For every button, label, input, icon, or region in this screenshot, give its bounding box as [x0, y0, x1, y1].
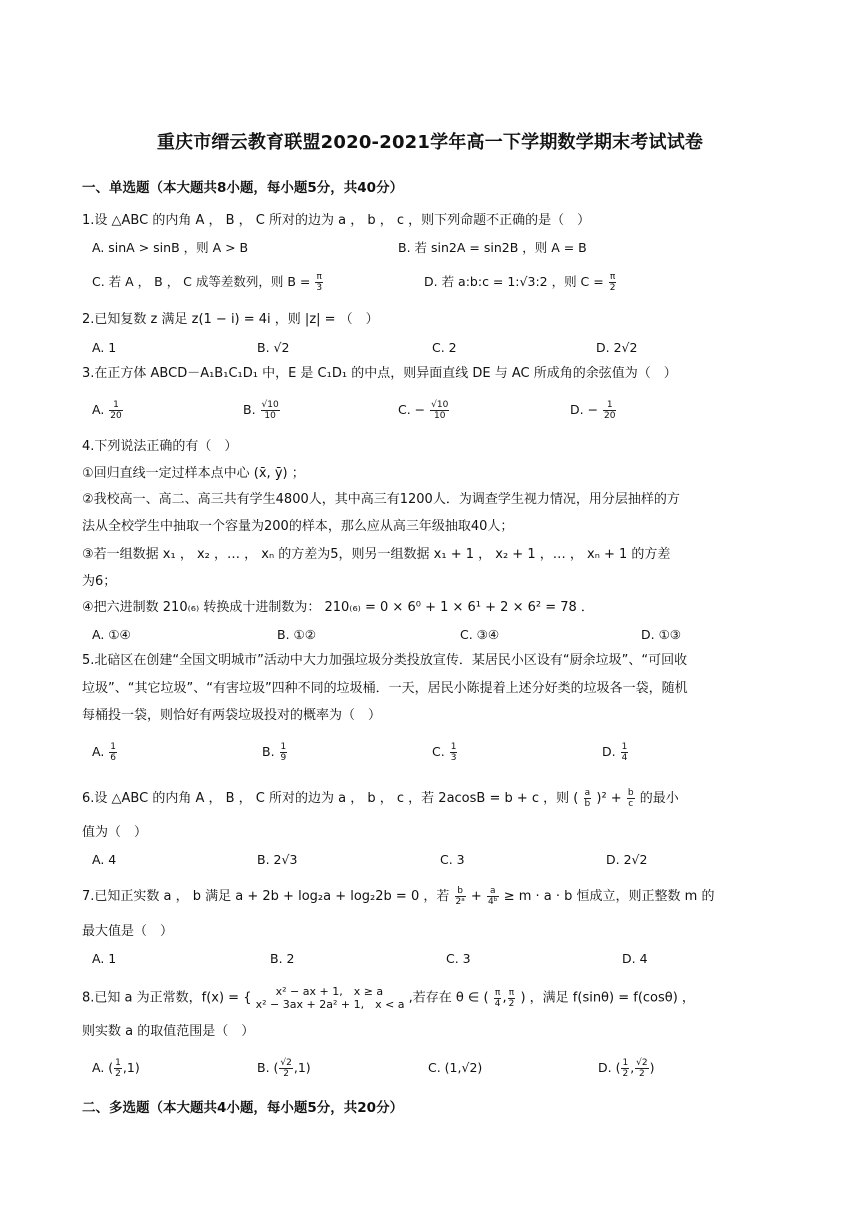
frac-num: π: [508, 987, 515, 998]
q8-option-c: C. (1,√2): [428, 1060, 483, 1075]
q7-option-a: A. 1: [92, 951, 117, 966]
q3-stem: 3.在正方体 ABCD－A₁B₁C₁D₁ 中，E 是 C₁D₁ 的中点，则异面直线 DE 与 AC 所成角的余弦值为（ ）: [82, 366, 677, 381]
q2-option-c: C. 2: [432, 340, 457, 355]
q4-stem: 4.下列说法正确的有（ ）: [82, 439, 238, 454]
exam-title: 重庆市缙云教育联盟2020-2021学年高一下学期数学期末考试试卷: [156, 132, 704, 153]
frac-num: √2: [280, 1058, 292, 1068]
opt-label: B.: [262, 744, 275, 759]
q8-option-d-fraction-1: [621, 1058, 629, 1079]
section-multiple-choice: 二、多选题（本大题共4小题，每小题5分，共20分）: [82, 1100, 404, 1116]
frac-den: 2ᵃ: [455, 897, 465, 907]
q1-option-c-text: C. 若 A ， B ， C 成等差数列，则 B =: [92, 274, 311, 289]
q3-option-d-fraction: [603, 400, 616, 421]
frac-den: 3: [450, 753, 457, 763]
opt-label: C.: [432, 744, 445, 759]
section-single-choice: 一、单选题（本大题共8小题，每小题5分，共40分）: [82, 180, 404, 196]
q4-option-c: C. ③④: [460, 627, 500, 642]
q6-text-post: 的最小: [639, 791, 679, 806]
q7-plus: +: [470, 889, 482, 904]
frac-num: √2: [636, 1058, 648, 1068]
q8-text-mid: ,若存在 θ ∈ (: [408, 990, 489, 1006]
q5-option-a: [92, 742, 118, 763]
opt-text: ,1): [293, 1060, 311, 1075]
q3-option-b-fraction: [261, 400, 280, 421]
q7-text-pre: 7.已知正实数 a ， b 满足 a + 2b + log₂a + log₂2b = 0 ，若: [82, 889, 450, 904]
q1-stem: 1.设 △ABC 的内角 A ， B ， C 所对的边为 a ， b ， c ，则下列命题不正确的是（ ）: [82, 213, 591, 228]
q3-option-c: [398, 400, 450, 421]
frac-den: 20: [604, 411, 616, 421]
frac-den: 9: [280, 753, 287, 763]
q4-option-a: A. ①④: [92, 627, 131, 642]
q8-comma: ,: [502, 990, 507, 1006]
q8-piecewise: [256, 985, 405, 1011]
q3-option-a: [92, 400, 124, 421]
q6-fraction-a-over-b: [584, 788, 592, 809]
frac-num: 1: [621, 742, 628, 752]
opt-label: B.: [243, 402, 256, 417]
frac-den: 2: [115, 1069, 121, 1079]
q4-statement-4: ④把六进制数 210₍₆₎ 转换成十进制数为： 210₍₆₎ = 0 × 6⁰ + 1 × 6¹ + 2 × 6² = 78 ．: [82, 600, 594, 615]
q8-option-a: [92, 1058, 140, 1079]
q4-statement-3: ③若一组数据 x₁ ， x₂ ，… ， xₙ 的方差为5，则另一组数据 x₁ + 1 ， x₂ + 1 ，… ， xₙ + 1 的方差: [82, 547, 671, 562]
q3-option-b: [243, 400, 281, 421]
q6-text-mid: )² +: [596, 791, 622, 806]
q4-statement-1: ①回归直线一定过样本点中心 (x̄, ȳ) ；: [82, 466, 305, 481]
q6-option-b: B. 2√3: [257, 852, 298, 867]
q5-stem-line-3: 每桶投一袋，则恰好有两袋垃圾投对的概率为（ ）: [82, 708, 382, 723]
q7-stem-line-1: [82, 886, 714, 907]
frac-den: c: [628, 799, 634, 809]
q4-option-d: D. ①③: [641, 627, 681, 642]
q5-stem-line-2: 垃圾”、“其它垃圾”、“有害垃圾”四种不同的垃圾桶．一天，居民小陈提着上述分好类的垃圾各一袋，随机: [82, 681, 688, 696]
frac-num: 1: [622, 1058, 629, 1068]
q2-option-a: A. 1: [92, 340, 117, 355]
q5-option-a-fraction: [109, 742, 117, 763]
q3-option-c-fraction: [430, 400, 449, 421]
q6-text-pre: 6.设 △ABC 的内角 A ， B ， C 所对的边为 a ， b ， c ，若 2acosB = b + c ，则 (: [82, 791, 579, 806]
q4-statement-2-cont: 法从全校学生中抽取一个容量为200的样本，那么应从高三年级抽取40人；: [82, 519, 514, 534]
frac-den: 10: [264, 411, 276, 421]
opt-label: D. −: [570, 402, 599, 417]
q6-option-c: C. 3: [440, 852, 465, 867]
opt-text: D. (: [598, 1060, 621, 1075]
q5-stem-line-1: 5.北碚区在创建“全国文明城市”活动中大力加强垃圾分类投放宣传．某居民小区设有“厨余垃圾”、“可回收: [82, 653, 688, 668]
q8-stem-line-1: [82, 985, 695, 1011]
opt-label: C. −: [398, 402, 426, 417]
q5-option-d-fraction: [621, 742, 629, 763]
frac-den: 20: [110, 411, 122, 421]
q1-option-d-text: D. 若 a:b:c = 1:√3:2 ，则 C =: [424, 274, 604, 289]
opt-text: ,: [630, 1060, 635, 1075]
q6-option-d: D. 2√2: [606, 852, 648, 867]
q7-fraction-1: [455, 886, 466, 907]
q1-option-c-fraction: [315, 272, 323, 293]
frac-den: 2: [639, 1069, 645, 1079]
q8-text-post: ) ，满足 f(sinθ) = f(cosθ) ，: [520, 990, 695, 1006]
frac-num: 1: [450, 742, 457, 752]
q4-statement-2: ②我校高一、高二、高三共有学生4800人，其中高三有1200人．为调查学生视力情况，用分层抽样的方: [82, 492, 680, 507]
frac-den: 10: [434, 411, 446, 421]
q5-option-c-fraction: [450, 742, 458, 763]
frac-num: 1: [280, 742, 287, 752]
q3-option-a-fraction: [109, 400, 122, 421]
frac-num: π: [609, 272, 616, 282]
q6-option-a: A. 4: [92, 852, 117, 867]
q4-option-b: B. ①②: [277, 627, 316, 642]
frac-den: 4: [621, 753, 628, 763]
frac-num: a: [487, 886, 499, 897]
q8-fraction-pi-4: [494, 988, 502, 1009]
frac-den: b: [584, 799, 591, 809]
frac-num: √10: [261, 400, 279, 410]
frac-den: 2: [609, 283, 616, 293]
frac-num: 1: [603, 400, 616, 411]
q1-option-a: A. sinA > sinB ，则 A > B: [92, 240, 249, 255]
q8-option-b-fraction: [279, 1058, 292, 1079]
opt-text: ): [649, 1060, 655, 1075]
frac-num: π: [494, 987, 501, 998]
q1-option-c: [92, 272, 324, 293]
opt-label: A.: [92, 402, 105, 417]
q1-option-d-fraction: [609, 272, 617, 293]
frac-num: 1: [110, 742, 117, 752]
q7-option-c: C. 3: [446, 951, 471, 966]
q7-stem-line-2: 最大值是（ ）: [82, 924, 174, 939]
q8-case-2: x² − 3ax + 2a² + 1, x < a: [255, 998, 405, 1011]
opt-label: D.: [602, 744, 616, 759]
opt-text: B. (: [257, 1060, 279, 1075]
q7-option-b: B. 2: [270, 951, 295, 966]
q2-option-d: D. 2√2: [596, 340, 638, 355]
q7-option-d: D. 4: [622, 951, 648, 966]
q5-option-c: [432, 742, 458, 763]
frac-den: 6: [110, 753, 117, 763]
q6-stem-line-1: [82, 788, 679, 809]
frac-num: π: [316, 272, 322, 282]
frac-den: 2: [622, 1069, 629, 1079]
q7-text-post: ≥ m · a · b 恒成立，则正整数 m 的: [503, 889, 715, 904]
q5-option-d: [602, 742, 629, 763]
frac-num: √10: [431, 400, 449, 410]
q1-option-b: B. 若 sin2A = sin2B ，则 A = B: [398, 240, 587, 255]
frac-den: 4ᵇ: [487, 897, 498, 907]
q5-option-b: [262, 742, 288, 763]
frac-num: b: [627, 788, 634, 798]
q2-option-b: B. √2: [257, 340, 290, 355]
frac-den: 2: [283, 1069, 289, 1079]
frac-den: 2: [508, 998, 515, 1009]
q2-stem: 2.已知复数 z 满足 z(1 − i) = 4i ，则 |z| = （ ）: [82, 312, 379, 327]
frac-num: a: [584, 788, 591, 798]
opt-text: A. (: [92, 1060, 114, 1075]
q8-option-d-fraction-2: [635, 1058, 648, 1079]
q8-text-pre: 8.已知 a 为正常数，f(x) = {: [82, 990, 252, 1006]
q8-option-b: [257, 1058, 311, 1079]
q5-option-b-fraction: [280, 742, 288, 763]
q6-fraction-b-over-c: [627, 788, 635, 809]
frac-den: 3: [316, 283, 323, 293]
q8-option-d: [598, 1058, 655, 1079]
q8-option-a-fraction: [114, 1058, 122, 1079]
q8-stem-line-2: 则实数 a 的取值范围是（ ）: [82, 1024, 255, 1039]
opt-text: ,1): [122, 1060, 140, 1075]
q1-option-d: [424, 272, 617, 293]
q7-fraction-2: [487, 886, 499, 907]
q8-case-1: x² − ax + 1, x ≥ a: [275, 985, 384, 998]
q8-fraction-pi-2: [508, 988, 516, 1009]
opt-label: A.: [92, 744, 105, 759]
q4-statement-3-cont: 为6；: [82, 574, 117, 589]
frac-num: 1: [109, 400, 122, 411]
q3-option-d: [570, 400, 617, 421]
frac-num: 1: [115, 1058, 121, 1068]
frac-den: 4: [494, 998, 501, 1009]
frac-num: b: [455, 886, 466, 897]
q6-stem-line-2: 值为（ ）: [82, 825, 148, 840]
